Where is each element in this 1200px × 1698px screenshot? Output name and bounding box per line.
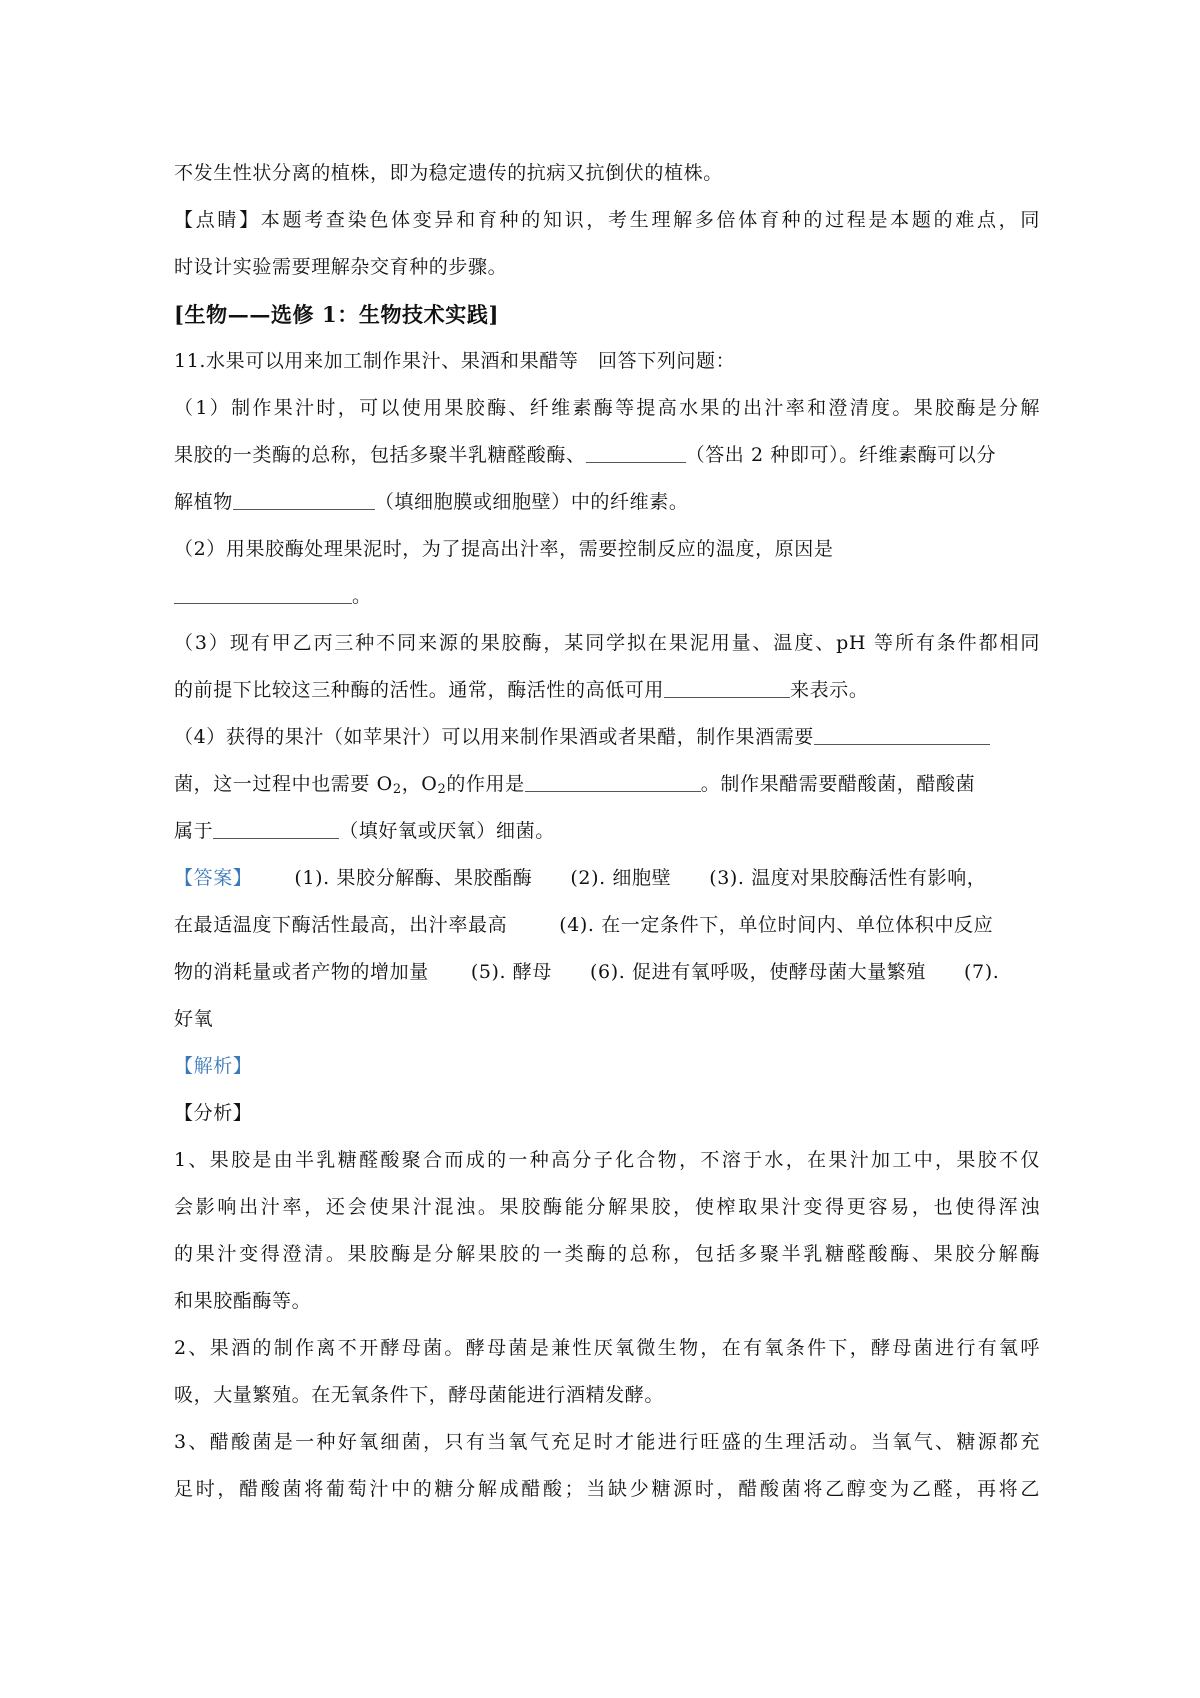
text-line: 足时，醋酸菌将葡萄汁中的糖分解成醋酸；当缺少糖源时，醋酸菌将乙醇变为乙醛，再将乙 [174,1478,1040,1500]
text-line: 3、醋酸菌是一种好氧细菌，只有当氧气充足时才能进行旺盛的生理活动。当氧气、糖源都充 [174,1431,1040,1453]
answer-blank [525,771,701,792]
text-line: （4）获得的果汁（如苹果汁）可以用来制作果酒或者果醋，制作果酒需要 [174,714,1040,761]
text-line: （3）现有甲乙丙三种不同来源的果胶酶，某同学拟在果泥用量、温度、pH 等所有条件都相同 [174,632,1040,654]
text-line: 不发生性状分离的植株，即为稳定遗传的抗病又抗倒伏的植株。 [174,162,723,184]
text-line: 时设计实验需要理解杂交育种的步骤。 [174,256,508,278]
text-line: 菌，这一过程中也需要 $O_2$，$O_2$的作用是 。制作果醋需要醋酸菌，醋酸菌 [174,773,976,797]
answer-blank [664,677,790,698]
text-line: 2、果酒的制作离不开酵母菌。酵母菌是兼性厌氧微生物，在有氧条件下，酵母菌进行有氧呼 [174,1337,1040,1359]
text-line: 会影响出汁率，还会使果汁混浊。果胶酶能分解果胶，使榨取果汁变得更容易，也使得浑浊 [174,1196,1040,1218]
text-line: 果胶的一类酶的总称，包括多聚半乳糖醛酸酶、 （答出 2 种即可）。纤维素酶可以分 [174,444,997,466]
analysis-tag: 【解析】 [174,1055,253,1077]
answer-blank [213,818,339,839]
text-line: 属于 （填好氧或厌氧）细菌。 [174,820,555,842]
text-line: （1）制作果汁时，可以使用果胶酶、纤维素酶等提高水果的出汁率和澄清度。果胶酶是分解 [174,397,1040,419]
answer-blank [174,583,352,604]
text-line: 的前提下比较这三种酶的活性。通常，酶活性的高低可用 来表示。 [174,679,869,701]
question-title: 11.水果可以用来加工制作果汁、果酒和果醋等 回答下列问题： [174,350,736,372]
text-line: 解植物 （填细胞膜或细胞壁）中的纤维素。 [174,491,689,513]
answer-tag: 【答案】 [174,867,253,889]
text-line: （2）用果胶酶处理果泥时，为了提高出汁率，需要控制反应的温度，原因是 [174,538,834,560]
text-line: 和果胶酯酶等。 [174,1290,312,1312]
answer-blank [233,489,375,510]
analysis-subtag: 【分析】 [174,1102,253,1124]
text-line: 。 [174,573,1040,620]
document-page [174,150,1040,1513]
answer-line: 物的消耗量或者产物的增加量 (5). 酵母 (6). 促进有氧呼吸，使酵母菌大量繁殖 (7). [174,961,1000,983]
answer-blank [586,442,686,463]
text-line: 【点睛】本题考查染色体变异和育种的知识，考生理解多倍体育种的过程是本题的难点，同 [174,209,1040,231]
answer-line: 【答案】 (1). 果胶分解酶、果胶酯酶 (2). 细胞壁 (3). 温度对果胶酶活性有影响， [174,867,987,889]
section-heading: [生物——选修 1：生物技术实践] [174,302,499,327]
text-line: 的果汁变得澄清。果胶酶是分解果胶的一类酶的总称，包括多聚半乳糖醛酸酶、果胶分解酶 [174,1243,1040,1265]
text-line: 吸，大量繁殖。在无氧条件下，酵母菌能进行酒精发酵。 [174,1384,665,1406]
answer-blank [814,724,990,745]
answer-line: 在最适温度下酶活性最高，出汁率最高 (4). 在一定条件下，单位时间内、单位体积中反应 [174,914,994,936]
answer-line: 好氧 [174,1008,214,1030]
text-line: 1、果胶是由半乳糖醛酸聚合而成的一种高分子化合物，不溶于水，在果汁加工中，果胶不仅 [174,1149,1040,1171]
